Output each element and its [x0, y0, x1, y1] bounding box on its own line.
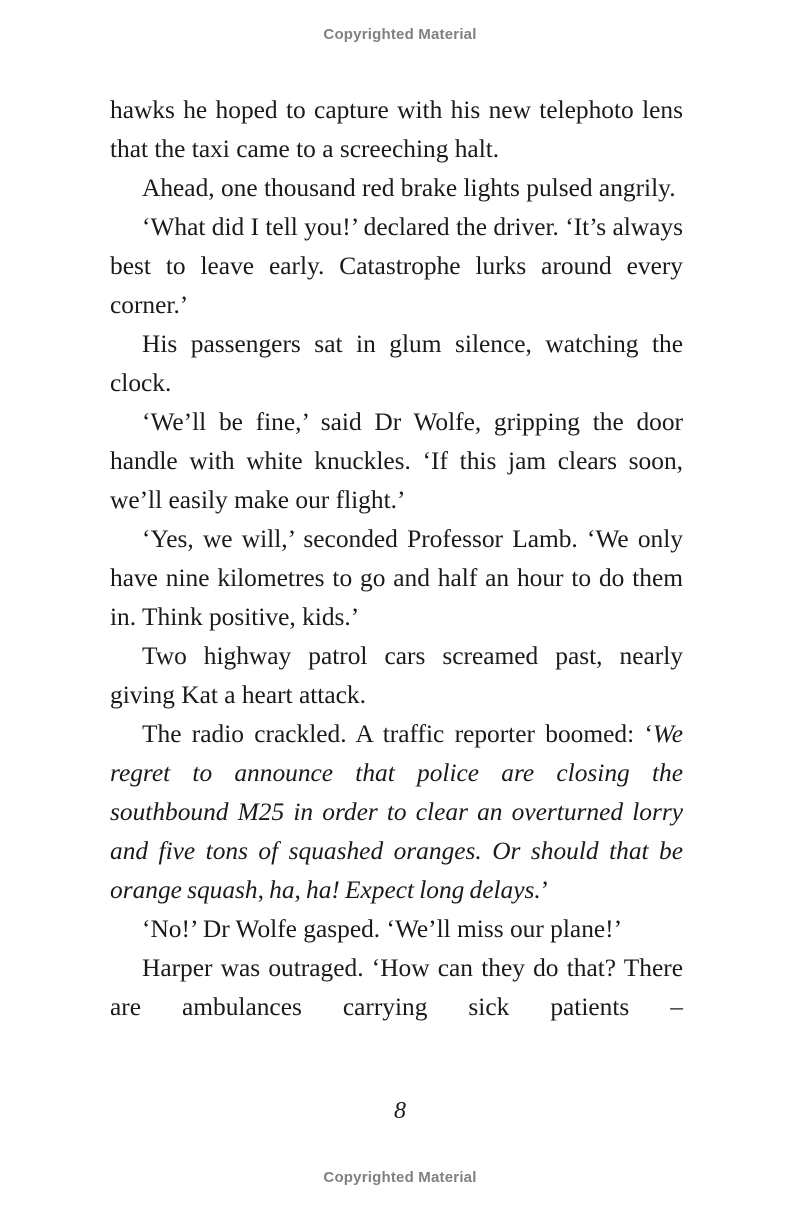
paragraph-9: ‘No!’ Dr Wolfe gasped. ‘We’ll miss our plane!’ [142, 915, 623, 943]
paragraph-10: Harper was outraged. ‘How can they do that? There are ambulances carrying sick patients – [110, 954, 683, 1021]
copyright-watermark-top: Copyrighted Material [323, 26, 477, 43]
paragraph-5: ‘We’ll be fine,’ said Dr Wolfe, gripping the door handle with white knuckles. ‘If this jam clears soon, we’ll easily make our flight.’ [110, 408, 683, 514]
paragraph-7: Two highway patrol cars screamed past, nearly giving Kat a heart attack. [110, 642, 683, 709]
paragraph-3: ‘What did I tell you!’ declared the driver. ‘It’s always best to leave early. Catastrophe lurks around every corner.’ [110, 213, 683, 319]
paragraph-2: Ahead, one thousand red brake lights pulsed angrily. [142, 174, 676, 202]
paragraph-4: His passengers sat in glum silence, watching the clock. [110, 330, 683, 397]
page-body-text [110, 91, 683, 1027]
radio-report-italic: We regret to announce that police are closing the southbound M25 in order to clear an overturned lorry and five tons of squashed oranges. Or should that be orange squash, ha, ha! Expect long delays. [110, 720, 683, 904]
copyright-watermark-bottom: Copyrighted Material [323, 1169, 477, 1186]
page-number: 8 [394, 1098, 406, 1124]
radio-report-lead: The radio crackled. A traffic reporter boomed: ‘ [142, 720, 653, 748]
radio-report-close-quote: ’ [540, 876, 550, 904]
paragraph-8-radio-report [110, 715, 683, 910]
paragraph-1: hawks he hoped to capture with his new telephoto lens that the taxi came to a screeching halt. [110, 96, 683, 163]
paragraph-6: ‘Yes, we will,’ seconded Professor Lamb. ‘We only have nine kilometres to go and half an hour to do them in. Think positive, kids.’ [110, 525, 683, 631]
